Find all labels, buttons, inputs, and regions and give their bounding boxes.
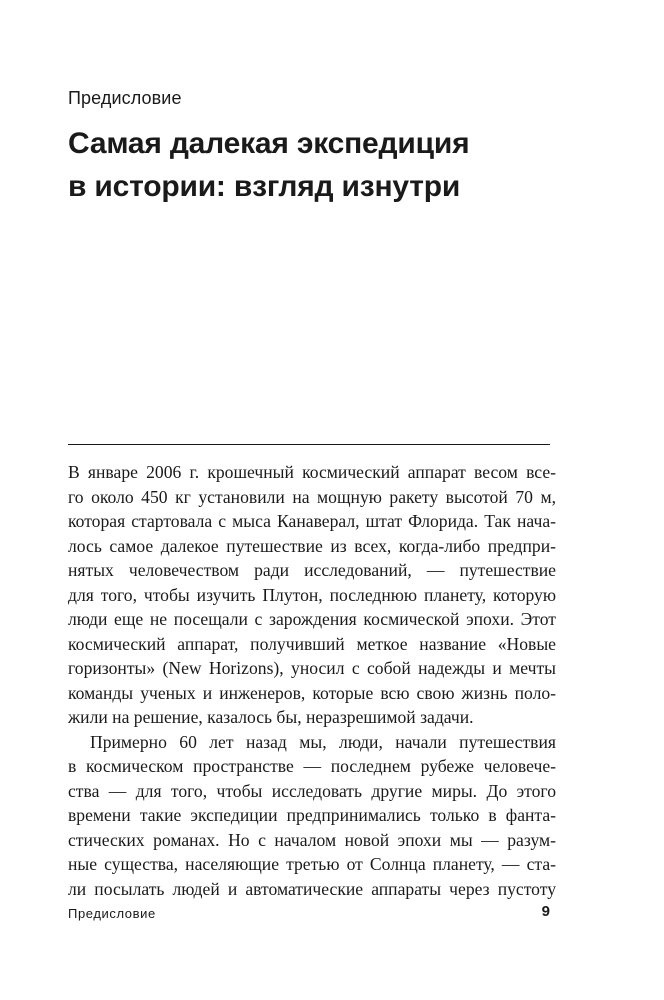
text-line: люди еще не посещали с зарождения космической эпохи. Этот — [68, 609, 556, 629]
text-line: горизонты» (New Horizons), уносил с собой надежды и мечты — [68, 658, 556, 678]
text-line: Примерно 60 лет назад мы, люди, начали путешествия — [90, 731, 556, 752]
text-line: го около 450 кг установили на мощную ракету высотой 70 м, — [68, 486, 556, 507]
text-line: которая стартовала с мыса Канаверал, штат Флорида. Так нача- — [68, 511, 556, 531]
chapter-title — [68, 122, 568, 208]
text-line: в космическом пространстве — последнем рубеже человече- — [68, 756, 556, 776]
text-line: космический аппарат, получивший меткое название «Новые — [68, 633, 556, 654]
page-number: 9 — [541, 903, 550, 920]
text-line: жили на решение, казалось бы, неразрешимой задачи. — [68, 707, 474, 727]
body-text — [68, 460, 556, 901]
text-line: стических романах. Но с началом новой эпохи мы — разум- — [68, 829, 556, 850]
text-line: В январе 2006 г. крошечный космический аппарат весом все- — [68, 462, 556, 482]
section-label: Предисловие — [68, 88, 182, 108]
text-line: лось самое далекое путешествие из всех, когда-либо предпри- — [68, 535, 556, 556]
chapter-title-line-2: в истории: взгляд изнутри — [68, 170, 461, 203]
running-footer: Предисловие — [68, 906, 156, 921]
text-line: ства — для того, чтобы исследовать другие миры. До этого — [68, 780, 556, 801]
paragraph-1 — [68, 460, 556, 730]
text-line: времени такие экспедиции предпринимались только в фанта- — [68, 805, 556, 825]
text-line: для того, чтобы изучить Плутон, последнюю планету, которую — [68, 584, 556, 605]
horizontal-divider — [68, 444, 550, 445]
paragraph-2 — [68, 730, 556, 902]
text-line: команды ученых и инженеров, которые всю свою жизнь поло- — [68, 682, 556, 703]
chapter-title-line-1: Самая далекая экспедиция — [68, 127, 470, 160]
text-line: ли посылать людей и автоматические аппараты через пустоту — [68, 878, 556, 899]
text-line: ные существа, населяющие третью от Солнца планету, — ста- — [68, 854, 556, 874]
text-line: нятых человечеством ради исследований, — путешествие — [68, 560, 556, 580]
